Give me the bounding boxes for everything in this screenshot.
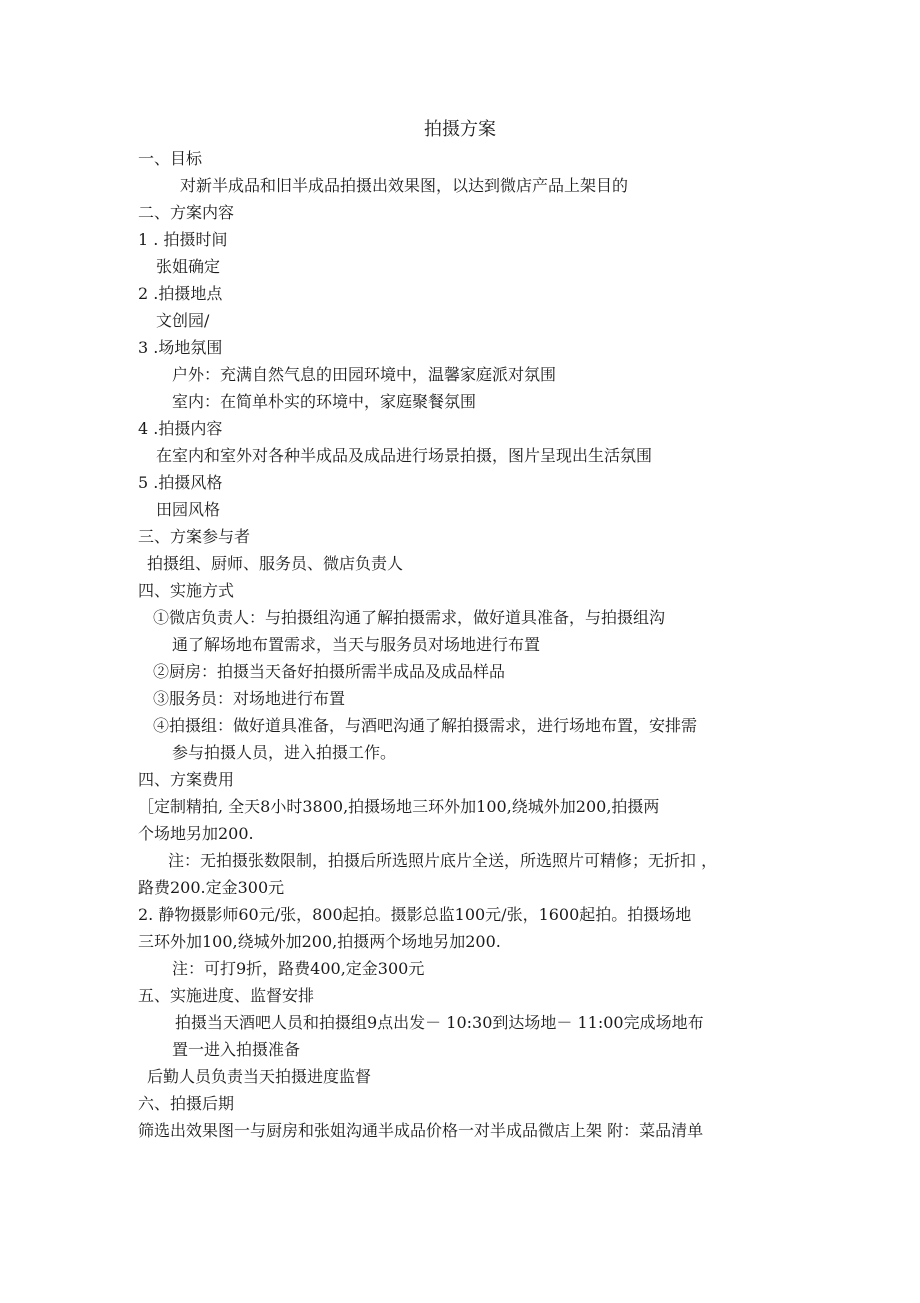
paragraph-line: 对新半成品和旧半成品拍摄出效果图，以达到微店产品上架目的 (180, 176, 629, 195)
list-item: ④拍摄组：做好道具准备，与酒吧沟通了解拍摄需求，进行场地布置，安排需 (153, 716, 698, 735)
section-heading-goal: 一、目标 (138, 149, 203, 168)
paragraph-line: 三环外加100,绕城外加200,拍摄两个场地另加200. (138, 932, 501, 951)
paragraph-line: 路费200.定金300元 (138, 878, 285, 897)
subheading-shoot-content: 4 .拍摄内容 (138, 419, 223, 438)
paragraph-line: ［定制精拍, 全天8小时3800,拍摄场地三环外加100,绕城外加200,拍摄两 (138, 797, 660, 816)
section-heading-participants: 三、方案参与者 (138, 527, 251, 546)
section-heading-implementation: 四、实施方式 (138, 581, 235, 600)
note-line: 注：无拍摄张数限制，拍摄后所选照片底片全送，所选照片可精修；无折扣 ， (168, 851, 718, 870)
paragraph-line: 在室内和室外对各种半成品及成品进行场景拍摄，图片呈现出生活氛围 (156, 446, 653, 465)
paragraph-line: 室内：在简单朴实的环境中，家庭聚餐氛围 (172, 392, 477, 411)
list-item: ③服务员：对场地进行布置 (153, 689, 346, 708)
list-item: ①微店负责人：与拍摄组沟通了解拍摄需求，做好道具准备，与拍摄组沟 (153, 608, 666, 627)
paragraph-line: 参与拍摄人员，进入拍摄工作。 (172, 743, 397, 762)
section-heading-post-production: 六、拍摄后期 (138, 1094, 235, 1113)
subheading-shoot-time: 1 . 拍摄时间 (138, 230, 228, 249)
paragraph-line: 田园风格 (156, 500, 221, 519)
section-heading-cost: 四、方案费用 (138, 770, 235, 789)
paragraph-line: 张姐确定 (156, 257, 221, 276)
paragraph-line: 筛选出效果图一与厨房和张姐沟通半成品价格一对半成品微店上架 附：菜品清单 (138, 1121, 704, 1140)
paragraph-line: 户外：充满自然气息的田园环境中，温馨家庭派对氛围 (172, 365, 557, 384)
paragraph-line: 2. 静物摄影师60元/张，800起拍。摄影总监100元/张，1600起拍。拍摄场地 (138, 905, 692, 924)
paragraph-line: 置一进入拍摄准备 (172, 1040, 301, 1059)
subheading-atmosphere: 3 .场地氛围 (138, 338, 223, 357)
section-heading-schedule: 五、实施进度、监督安排 (138, 986, 315, 1005)
paragraph-line: 文创园/ (156, 311, 210, 330)
section-heading-content: 二、方案内容 (138, 203, 235, 222)
paragraph-line: 拍摄当天酒吧人员和拍摄组9点出发－ 10:30到达场地－ 11:00完成场地布 (175, 1013, 704, 1032)
paragraph-line: 个场地另加200. (138, 824, 254, 843)
subheading-shoot-style: 5 .拍摄风格 (138, 473, 223, 492)
document-title: 拍摄方案 (424, 119, 496, 140)
note-line: 注：可打9折，路费400,定金300元 (172, 959, 425, 978)
paragraph-line: 后勤人员负责当天拍摄进度监督 (147, 1067, 372, 1086)
subheading-shoot-location: 2 .拍摄地点 (138, 284, 223, 303)
paragraph-line: 拍摄组、厨师、服务员、微店负责人 (147, 554, 404, 573)
list-item: ②厨房：拍摄当天备好拍摄所需半成品及成品样品 (153, 662, 506, 681)
paragraph-line: 通了解场地布置需求，当天与服务员对场地进行布置 (172, 635, 541, 654)
